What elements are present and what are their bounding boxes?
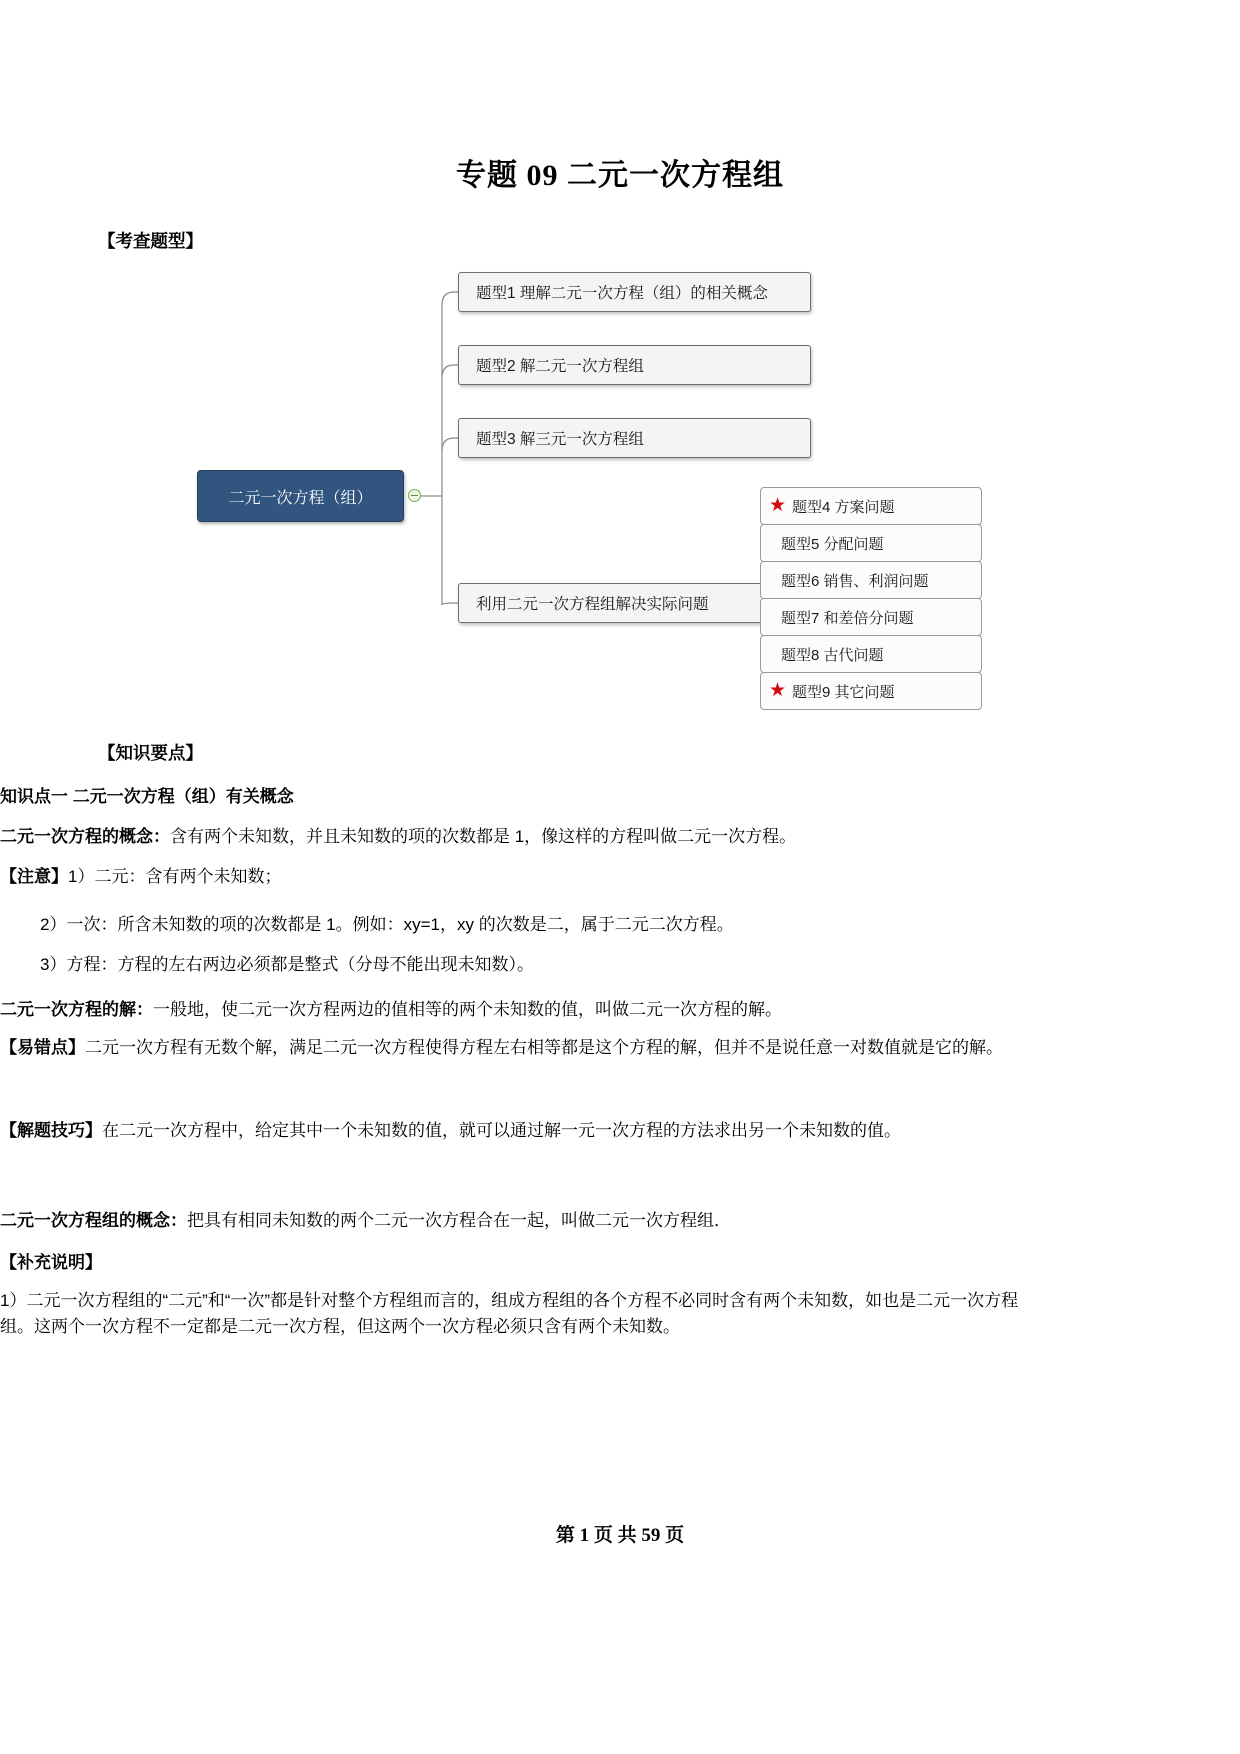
mindmap-sub-branch-label: 题型6 销售、利润问题 xyxy=(781,572,929,590)
star-icon: ★ xyxy=(769,494,787,516)
mindmap-branch-3[interactable] xyxy=(458,418,811,458)
mindmap-sub-branch-label: 题型7 和差倍分问题 xyxy=(781,609,914,627)
note-text-2: 2）一次：所含未知数的项的次数都是 1。例如：xy=1，xy 的次数是二，属于二元二次方程。 xyxy=(40,915,734,934)
mindmap-branch-label: 题型1 理解二元一次方程（组）的相关概念 xyxy=(476,285,768,302)
mindmap-sub-branch-6[interactable] xyxy=(760,561,982,599)
mindmap-sub-branch-8[interactable] xyxy=(760,635,982,673)
note-line-2 xyxy=(0,910,1080,935)
mindmap-branch-2[interactable] xyxy=(458,345,811,385)
mindmap-sub-branch-5[interactable] xyxy=(760,524,982,562)
concept-paragraph-1-body: 含有两个未知数，并且未知数的项的次数都是 1，像这样的方程叫做二元一次方程。 xyxy=(170,827,797,846)
mindmap-sub-branch-7[interactable] xyxy=(760,598,982,636)
note-label: 【注意】 xyxy=(0,867,68,886)
concept-paragraph-3 xyxy=(0,1206,1040,1231)
mindmap-sub-branch-4[interactable] xyxy=(760,487,982,525)
concept-paragraph-1-term: 二元一次方程的概念： xyxy=(0,827,170,846)
concept-paragraph-2-term: 二元一次方程的解： xyxy=(0,1000,153,1019)
skill-text: 在二元一次方程中，给定其中一个未知数的值，就可以通过解一元一次方程的方法求出另一个未知数的值。 xyxy=(102,1121,901,1140)
error-prone-text: 二元一次方程有无数个解，满足二元一次方程使得方程左右相等都是这个方程的解，但并不是说任意一对数值就是它的解。 xyxy=(85,1038,1003,1057)
supplement-label: 【补充说明】 xyxy=(0,1253,102,1272)
mindmap-sub-branch-label: 题型8 古代问题 xyxy=(781,646,884,664)
mindmap-sub-branch-9[interactable] xyxy=(760,672,982,710)
section-label-knowledge: 【知识要点】 xyxy=(98,743,203,763)
mindmap-sub-branch-list xyxy=(760,488,982,710)
star-icon: ★ xyxy=(769,679,787,701)
mindmap-branch-label: 题型2 解二元一次方程组 xyxy=(476,358,644,375)
note-text-3: 3）方程：方程的左右两边必须都是整式（分母不能出现未知数）。 xyxy=(40,955,534,974)
mindmap-center-node[interactable] xyxy=(197,470,404,522)
knowledge-point-1-heading: 知识点一 二元一次方程（组）有关概念 xyxy=(0,787,294,806)
mindmap-branch-label: 题型3 解三元一次方程组 xyxy=(476,431,644,448)
mindmap-diagram xyxy=(180,260,1010,730)
concept-paragraph-3-body: 把具有相同未知数的两个二元一次方程合在一起，叫做二元一次方程组． xyxy=(187,1211,731,1230)
note-line-3 xyxy=(0,950,1080,975)
mindmap-branch-label: 利用二元一次方程组解决实际问题 xyxy=(476,596,709,613)
note-line-1 xyxy=(0,862,1040,887)
concept-paragraph-2-body: 一般地，使二元一次方程两边的值相等的两个未知数的值，叫做二元一次方程的解。 xyxy=(153,1000,782,1019)
page-title: 专题 09 二元一次方程组 xyxy=(456,159,784,192)
mindmap-branch-1[interactable] xyxy=(458,272,811,312)
mindmap-sub-branch-label: 题型5 分配问题 xyxy=(781,535,884,553)
skill-paragraph xyxy=(0,1118,1040,1144)
mindmap-center-label: 二元一次方程（组） xyxy=(228,489,373,507)
note-text-1: 1）二元：含有两个未知数； xyxy=(68,867,282,886)
mindmap-sub-branch-label: 题型4 方案问题 xyxy=(792,498,895,516)
concept-paragraph-1 xyxy=(0,822,1040,847)
concept-paragraph-2 xyxy=(0,995,1040,1020)
error-prone-paragraph xyxy=(0,1035,1040,1061)
concept-paragraph-3-term: 二元一次方程组的概念： xyxy=(0,1211,187,1230)
section-label-exam-types: 【考查题型】 xyxy=(98,231,203,251)
mindmap-branch-4[interactable] xyxy=(458,583,768,623)
supplement-text: 1）二元一次方程组的“二元”和“一次”都是针对整个方程组而言的，组成方程组的各个方程不必同时含有两个未知数，如也是二元一次方程组。这两个一次方程不一定都是二元一次方程，但这两个一次方程必须只含有两个未知数。 xyxy=(0,1291,1019,1337)
mindmap-sub-branch-label: 题型9 其它问题 xyxy=(792,683,895,701)
page-footer: 第 1 页 共 59 页 xyxy=(555,1525,685,1546)
skill-label: 【解题技巧】 xyxy=(0,1121,102,1140)
error-prone-label: 【易错点】 xyxy=(0,1038,85,1057)
mindmap-collapse-dot-center[interactable] xyxy=(408,489,421,502)
